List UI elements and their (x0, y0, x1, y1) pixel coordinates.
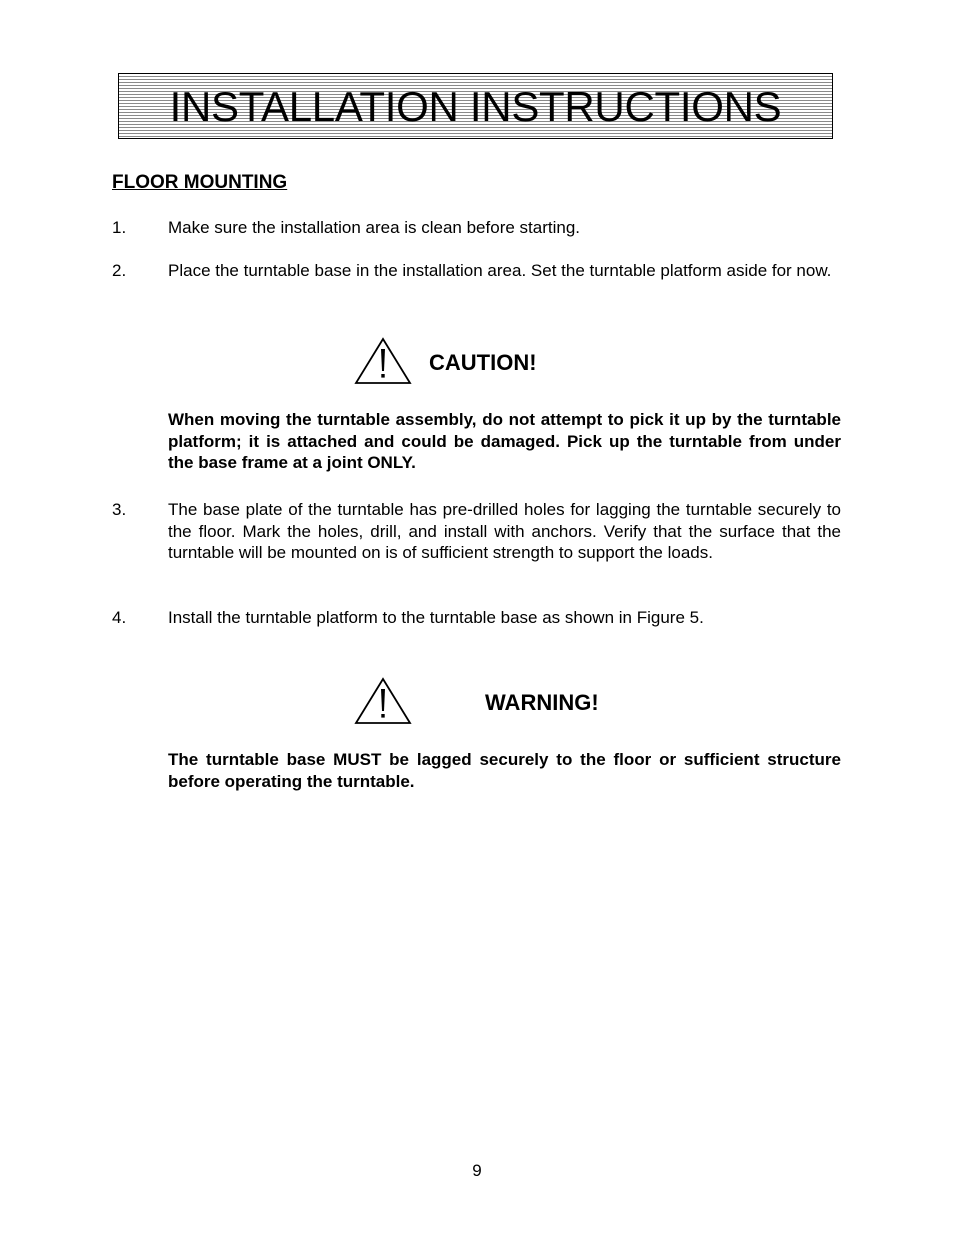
page-title: INSTALLATION INSTRUCTIONS (169, 83, 782, 130)
step-number: 3. (112, 500, 127, 519)
step-text: Make sure the installation area is clean before starting. (168, 218, 581, 237)
page-number: 9 (472, 1161, 482, 1180)
step-text: Install the turntable platform to the turntable base as shown in Figure 5. (168, 608, 704, 627)
step-number: 2. (112, 261, 127, 280)
step-text: Place the turntable base in the installation area. Set the turntable platform aside for now. (168, 261, 832, 280)
warning-text: The turntable base MUST be lagged securely to the floor or sufficient structure before operating the turntable. (168, 750, 841, 791)
warning-triangle-icon (352, 674, 414, 736)
caution-text: When moving the turntable assembly, do not attempt to pick it up by the turntable platform; it is attached and could be damaged. Pick up the turntable from under the base frame at a joint ONLY. (168, 410, 841, 472)
warning-label: WARNING! (485, 690, 599, 715)
step-number: 4. (112, 608, 127, 627)
step-3 (112, 499, 842, 589)
section-heading: FLOOR MOUNTING (112, 172, 288, 193)
title-banner (118, 73, 833, 139)
caution-label: CAUTION! (429, 350, 537, 375)
step-number: 1. (112, 218, 127, 237)
warning-triangle-icon (352, 334, 414, 396)
step-text: The base plate of the turntable has pre-drilled holes for lagging the turntable securely to the floor. Mark the holes, drill, and install with anchors. Verify that the surface that the turntable will be mounted on is of sufficient strength to support the loads. (168, 500, 841, 562)
